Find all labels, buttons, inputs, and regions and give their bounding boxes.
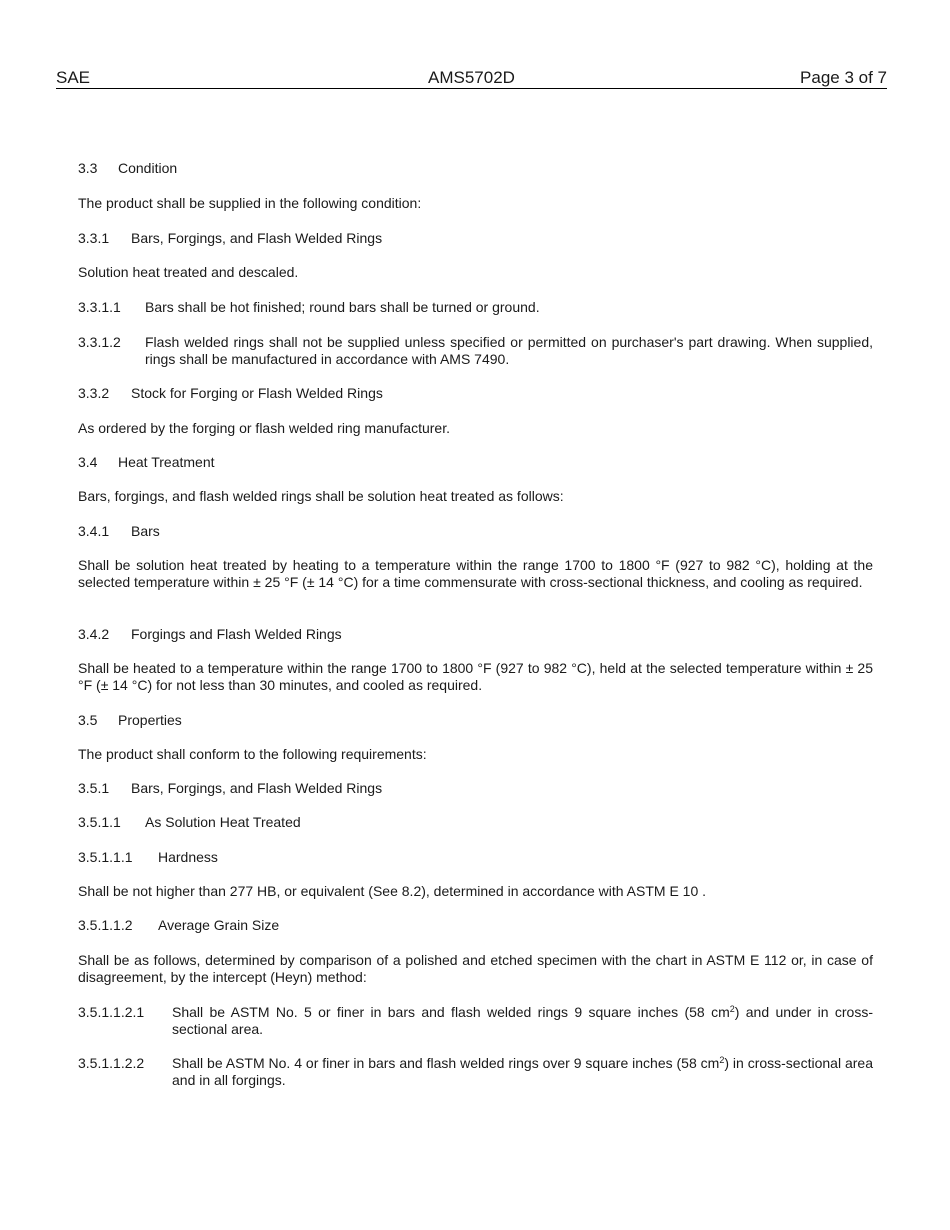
section-number: 3.3	[78, 160, 98, 176]
section-title: Bars, Forgings, and Flash Welded Rings	[131, 780, 383, 796]
section-number: 3.5.1.1.2	[78, 917, 133, 933]
section-number: 3.5.1.1.2.1	[78, 1004, 145, 1020]
section-title: Bars	[131, 523, 160, 539]
section-number: 3.3.1.1	[78, 299, 121, 315]
heading-3-5-1-1	[78, 814, 873, 831]
section-number: 3.4.1	[78, 523, 110, 539]
header-doc-number: AMS5702D	[428, 68, 515, 87]
section-number: 3.5.1.1.1	[78, 849, 133, 865]
header-page-number: Page 3 of 7	[800, 68, 887, 87]
paragraph: Bars, forgings, and flash welded rings shall be solution heat treated as follows:	[78, 488, 564, 504]
heading-3-3	[78, 160, 873, 177]
heading-3-5-1	[78, 780, 873, 797]
item-3-5-1-1-2-2	[78, 1055, 873, 1089]
paragraph: Solution heat treated and descaled.	[78, 264, 299, 280]
section-title: Average Grain Size	[158, 917, 280, 933]
paragraph: The product shall be supplied in the following condition:	[78, 195, 422, 211]
section-number: 3.3.1	[78, 230, 110, 246]
heading-3-5-1-1-2	[78, 917, 873, 934]
section-number: 3.5.1.1	[78, 814, 121, 830]
heading-3-5	[78, 712, 873, 729]
paragraph: Shall be solution heat treated by heating to a temperature within the range 1700 to 1800 °F (927 to 982 °C), holding at the selected temperature within ± 25 °F (± 14 °C) for a time commensurate with cross-sectional thickness, and cooling as required.	[78, 557, 873, 590]
section-title: Forgings and Flash Welded Rings	[131, 626, 342, 642]
item-text: Flash welded rings shall not be supplied unless specified or permitted on purchaser's part drawing. When supplied, rings shall be manufactured in accordance with AMS 7490.	[145, 334, 873, 367]
heading-3-3-1	[78, 230, 873, 247]
heading-3-4-2	[78, 626, 873, 643]
paragraph: Shall be not higher than 277 HB, or equivalent (See 8.2), determined in accordance with ASTM E 10 .	[78, 883, 707, 899]
paragraph: As ordered by the forging or flash welded ring manufacturer.	[78, 420, 450, 436]
heading-3-3-2	[78, 385, 873, 402]
paragraph: Shall be heated to a temperature within the range 1700 to 1800 °F (927 to 982 °C), held at the selected temperature within ± 25 °F (± 14 °C) for not less than 30 minutes, and cooled as required.	[78, 660, 873, 693]
item-text: Shall be ASTM No. 4 or finer in bars and flash welded rings over 9 square inches (58 $cm^2$) in cross-sectional area and in all forgings.	[172, 1055, 873, 1088]
item-text: Bars shall be hot finished; round bars shall be turned or ground.	[145, 299, 540, 315]
section-title: Bars, Forgings, and Flash Welded Rings	[131, 230, 383, 246]
page-header	[56, 68, 887, 89]
section-number: 3.3.2	[78, 385, 110, 401]
section-number: 3.4.2	[78, 626, 110, 642]
heading-3-4-1	[78, 523, 873, 540]
paragraph: Shall be as follows, determined by comparison of a polished and etched specimen with the chart in ASTM E 112 or, in case of disagreement, by the intercept (Heyn) method:	[78, 952, 873, 985]
section-title: Stock for Forging or Flash Welded Rings	[131, 385, 383, 401]
item-3-3-1-2	[78, 334, 873, 368]
heading-3-4	[78, 454, 873, 471]
item-text: Shall be ASTM No. 5 or finer in bars and flash welded rings 9 square inches (58 $cm^2$) and under in cross-sectional area.	[172, 1004, 873, 1037]
section-number: 3.5.1	[78, 780, 110, 796]
item-3-5-1-1-2-1	[78, 1004, 873, 1038]
heading-3-5-1-1-1	[78, 849, 873, 866]
header-org: SAE	[56, 68, 91, 87]
item-3-3-1-1	[78, 299, 873, 316]
section-number: 3.5.1.1.2.2	[78, 1055, 145, 1071]
section-title: Condition	[118, 160, 178, 176]
section-title: As Solution Heat Treated	[145, 814, 301, 830]
paragraph: The product shall conform to the following requirements:	[78, 746, 427, 762]
section-number: 3.3.1.2	[78, 334, 121, 350]
section-number: 3.4	[78, 454, 98, 470]
section-title: Properties	[118, 712, 182, 728]
section-title: Hardness	[158, 849, 218, 865]
section-title: Heat Treatment	[118, 454, 215, 470]
section-number: 3.5	[78, 712, 98, 728]
